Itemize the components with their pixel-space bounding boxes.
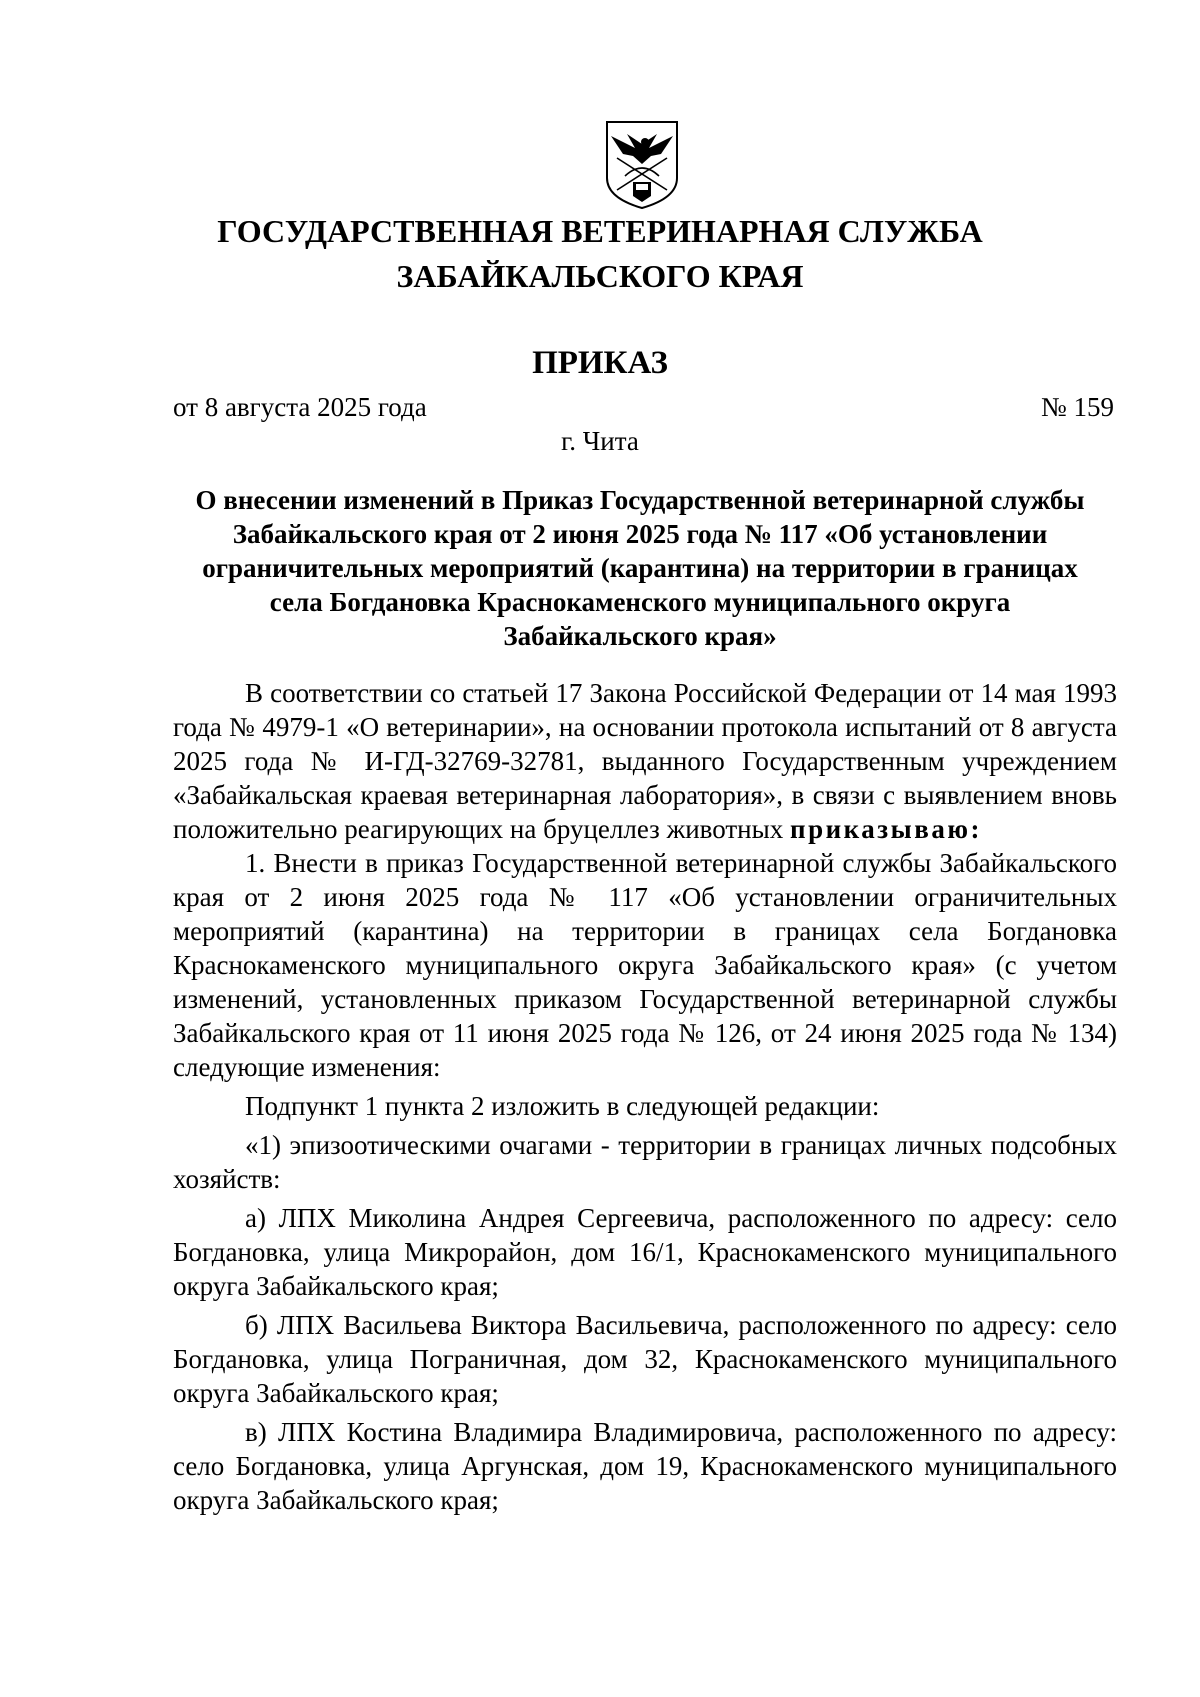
- subject-line: Забайкальского края»: [503, 621, 777, 651]
- item-1-paragraph: 1. Внести в приказ Государственной ветеринарной службы Забайкальского края от 2 июня 2025 года № 117 «Об установлении ограничительных мероприятий (карантина) на территории в границах села Богдановка Краснокаменского муниципального округа Забайкальского края» (с учетом изменений, установленных приказом Государственной ветеринарной службы Забайкальского края от 11 июня 2025 года № 126, от 24 июня 2025 года № 134) следующие изменения:: [173, 848, 1117, 1082]
- preamble-text: В соответствии со статьей 17 Закона Российской Федерации от 14 мая 1993 года № 4979-1 «О ветеринарии», на основании протокола испытаний от 8 августа 2025 года № И-ГД-32769-32781, выданного Государственным учреждением «Забайкальская краевая ветеринарная лаборатория», в связи с выявлением вновь положительно реагирующих на бруцеллез животных: [173, 678, 1117, 844]
- item-b-paragraph: б) ЛПХ Васильева Виктора Васильевича, расположенного по адресу: село Богдановка, улица Пограничная, дом 32, Краснокаменского муниципального округа Забайкальского края;: [173, 1310, 1117, 1408]
- foci-intro-paragraph: «1) эпизоотическими очагами - территории в границах личных подсобных хозяйств:: [173, 1130, 1117, 1194]
- subject-line: О внесении изменений в Приказ Государственной ветеринарной службы: [195, 485, 1085, 515]
- subitem-intro-paragraph: Подпункт 1 пункта 2 изложить в следующей редакции:: [245, 1091, 880, 1121]
- order-date: от 8 августа 2025 года: [173, 392, 427, 422]
- item-a-paragraph: а) ЛПХ Миколина Андрея Сергеевича, расположенного по адресу: село Богдановка, улица Микрорайон, дом 16/1, Краснокаменского муниципального округа Забайкальского края;: [173, 1203, 1117, 1301]
- item-c-paragraph: в) ЛПХ Костина Владимира Владимировича, расположенного по адресу: село Богдановка, улица Аргунская, дом 19, Краснокаменского муниципального округа Забайкальского края;: [173, 1417, 1117, 1515]
- organization-name-line1: ГОСУДАРСТВЕННАЯ ВЕТЕРИНАРНАЯ СЛУЖБА: [217, 213, 983, 249]
- organization-name-line2: ЗАБАЙКАЛЬСКОГО КРАЯ: [396, 258, 804, 294]
- document-title: ПРИКАЗ: [532, 345, 668, 381]
- coat-of-arms-emblem: [605, 120, 679, 210]
- subject-line: ограничительных мероприятий (карантина) на территории в границах: [202, 553, 1078, 583]
- decree-word: приказываю:: [790, 814, 982, 844]
- document-body: [173, 676, 1117, 1517]
- subject-line: Забайкальского края от 2 июня 2025 года № 117 «Об установлении: [232, 519, 1048, 549]
- preamble-paragraph: [173, 676, 1117, 846]
- order-number: № 159: [1040, 392, 1114, 422]
- order-city: г. Чита: [561, 426, 639, 456]
- subject-line: села Богдановка Краснокаменского муниципального округа: [269, 587, 1011, 617]
- order-subject: [160, 483, 1120, 653]
